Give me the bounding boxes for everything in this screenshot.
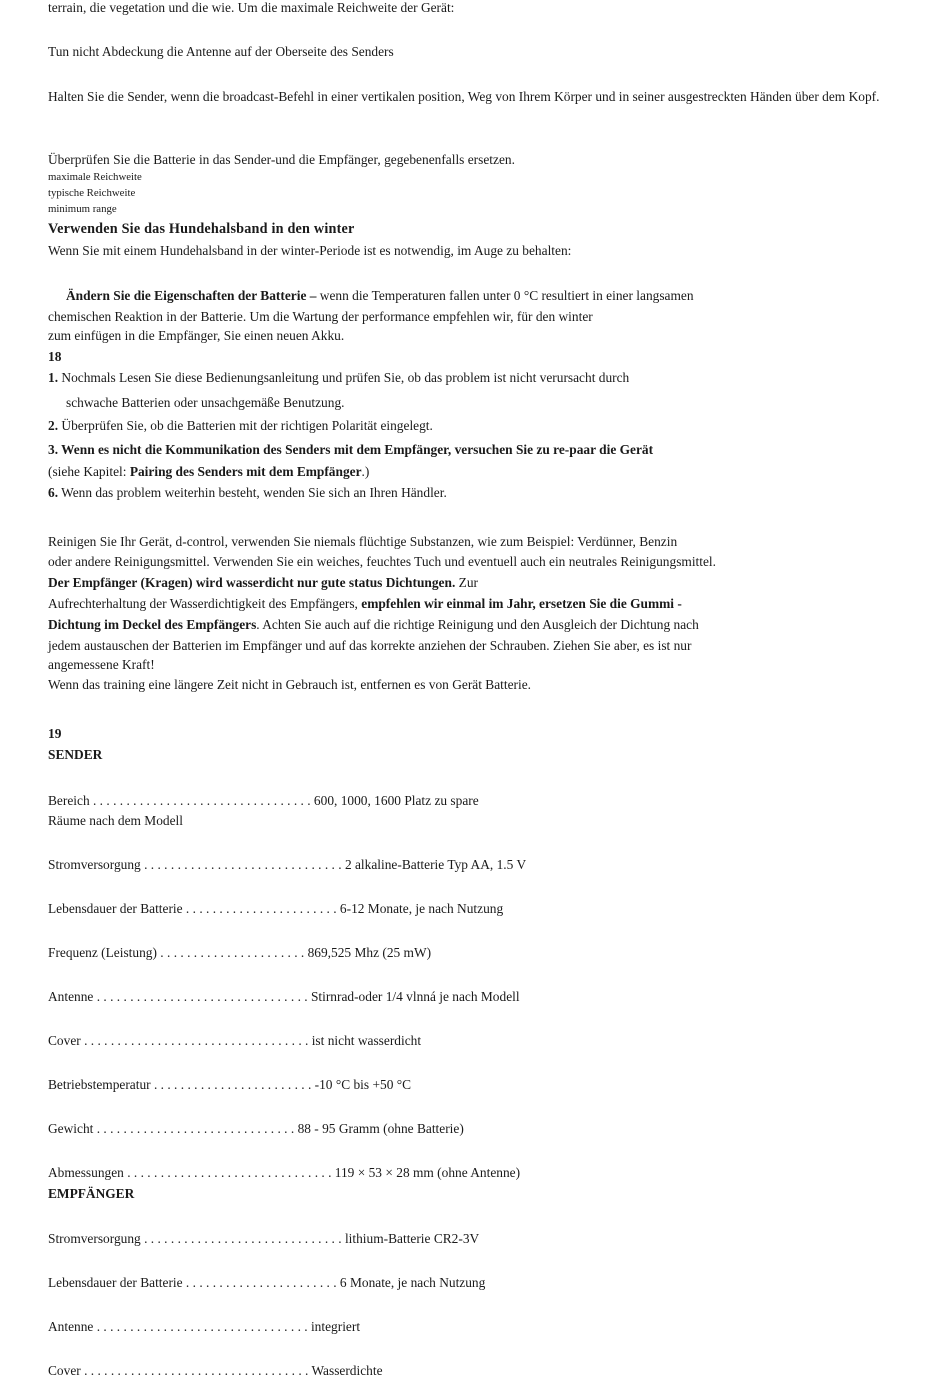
page-number-18: 18 xyxy=(48,349,62,364)
care-line-5 xyxy=(48,616,699,634)
winter-intro: Wenn Sie mit einem Hundehalsband in der winter-Periode ist es notwendig, im Auge zu behalten: xyxy=(48,243,572,258)
care-line-5-bold: Dichtung im Deckel des Empfängers xyxy=(48,617,257,632)
receiver-spec-battery-life: Lebensdauer der Batterie . . . . . . . . . . . . . . . . . . . . . . . 6 Monate, je nach Nutzung xyxy=(48,1275,486,1290)
item3-ref-pre: (siehe Kapitel: xyxy=(48,464,130,479)
troubleshoot-item-6 xyxy=(48,484,447,502)
sender-spec-cover: Cover . . . . . . . . . . . . . . . . . . . . . . . . . . . . . . . . . . ist nicht wasserdicht xyxy=(48,1033,422,1048)
item3-ref-post: .) xyxy=(361,464,370,479)
winter-line1-rest: wenn die Temperaturen fallen unter 0 °C resultiert in einer langsamen xyxy=(316,288,694,303)
care-line-2: oder andere Reinigungsmittel. Verwenden Sie ein weiches, feuchtes Tuch und eventuell auch ein neutrales Reinigungsmittel. xyxy=(48,554,716,569)
sender-spec-frequency: Frequenz (Leistung) . . . . . . . . . . . . . . . . . . . . . . 869,525 Mhz (25 mW) xyxy=(48,945,432,960)
item2-number: 2. xyxy=(48,418,59,433)
care-line-4 xyxy=(48,595,682,613)
sender-spec-battery-life: Lebensdauer der Batterie . . . . . . . . . . . . . . . . . . . . . . . 6-12 Monate, je nach Nutzung xyxy=(48,901,504,916)
sender-spec-antenna: Antenne . . . . . . . . . . . . . . . . . . . . . . . . . . . . . . . . Stirnrad-oder 1/4 vlnná je nach Modell xyxy=(48,989,520,1004)
care-line-8: Wenn das training eine längere Zeit nicht in Gebrauch ist, entfernen es von Gerät Batterie. xyxy=(48,677,532,692)
care-line-7: angemessene Kraft! xyxy=(48,657,155,672)
sender-spec-temperature: Betriebstemperatur . . . . . . . . . . . . . . . . . . . . . . . . -10 °C bis +50 °C xyxy=(48,1077,412,1092)
sender-spec-range: Bereich . . . . . . . . . . . . . . . . . . . . . . . . . . . . . . . . . 600, 1000, 1600 Platz zu spare xyxy=(48,793,479,808)
sender-heading: SENDER xyxy=(48,747,103,762)
sender-spec-weight: Gewicht . . . . . . . . . . . . . . . . . . . . . . . . . . . . . . 88 - 95 Gramm (ohne Batterie) xyxy=(48,1121,464,1136)
sender-spec-power: Stromversorgung . . . . . . . . . . . . . . . . . . . . . . . . . . . . . . 2 alkaline-Batterie Typ AA, 1.5 V xyxy=(48,857,527,872)
intro-antenna: Tun nicht Abdeckung die Antenne auf der Oberseite des Senders xyxy=(48,44,394,59)
care-line-6: jedem austauschen der Batterien im Empfänger und auf das korrekte anziehen der Schrauben. Ziehen Sie aber, es ist nur xyxy=(48,638,692,653)
winter-battery-line2: chemischen Reaktion in der Batterie. Um die Wartung der performance empfehlen wir, für den winter xyxy=(48,309,593,324)
winter-bold-lead: Ändern Sie die Eigenschaften der Batterie – xyxy=(66,288,317,303)
care-line-4-bold: empfehlen wir einmal im Jahr, ersetzen Sie die Gummi - xyxy=(361,596,682,611)
sender-spec-dimensions: Abmessungen . . . . . . . . . . . . . . . . . . . . . . . . . . . . . . . 119 × 53 × 28 mm (ohne Antenne) xyxy=(48,1165,521,1180)
item6-number: 6. xyxy=(48,485,59,500)
care-line-4-pre: Aufrechterhaltung der Wasserdichtigkeit des Empfängers, xyxy=(48,596,362,611)
item1-text: Nochmals Lesen Sie diese Bedienungsanleitung und prüfen Sie, ob das problem ist nicht verursacht durch xyxy=(58,370,630,385)
winter-battery-line3: zum einfügen in die Empfänger, Sie einen neuen Akku. xyxy=(48,328,345,343)
troubleshoot-item-3-ref xyxy=(48,463,369,481)
troubleshoot-item-1-cont: schwache Batterien oder unsachgemäße Benutzung. xyxy=(66,395,345,410)
item6-text: Wenn das problem weiterhin besteht, wenden Sie sich an Ihren Händler. xyxy=(58,485,447,500)
care-line-5-rest: . Achten Sie auch auf die richtige Reinigung und den Ausgleich der Dichtung nach xyxy=(256,617,699,632)
receiver-spec-antenna: Antenne . . . . . . . . . . . . . . . . . . . . . . . . . . . . . . . . integriert xyxy=(48,1319,361,1334)
range-label-typical: typische Reichweite xyxy=(48,187,136,199)
care-line-3-rest: Zur xyxy=(455,575,478,590)
item3-ref-bold: Pairing des Senders mit dem Empfänger xyxy=(129,464,362,479)
receiver-spec-cover: Cover . . . . . . . . . . . . . . . . . . . . . . . . . . . . . . . . . . Wasserdichte xyxy=(48,1363,383,1378)
winter-battery-line1 xyxy=(66,287,694,305)
sender-spec-range-cont: Räume nach dem Modell xyxy=(48,813,183,828)
receiver-heading: EMPFÄNGER xyxy=(48,1186,135,1201)
troubleshoot-item-3: 3. Wenn es nicht die Kommunikation des Senders mit dem Empfänger, versuchen Sie zu re-paar die Gerät xyxy=(48,442,654,457)
care-line-1: Reinigen Sie Ihr Gerät, d-control, verwenden Sie niemals flüchtige Substanzen, wie zum Beispiel: Verdünner, Benzin xyxy=(48,534,678,549)
item1-number: 1. xyxy=(48,370,59,385)
troubleshoot-item-2 xyxy=(48,417,433,435)
intro-hold: Halten Sie die Sender, wenn die broadcast-Befehl in einer vertikalen position, Weg von Ihrem Körper und in seiner ausgestreckten Händen über dem Kopf. xyxy=(48,89,880,104)
intro-line-top: terrain, die vegetation und die wie. Um die maximale Reichweite der Gerät: xyxy=(48,0,455,15)
page-number-19: 19 xyxy=(48,726,62,741)
receiver-spec-power: Stromversorgung . . . . . . . . . . . . . . . . . . . . . . . . . . . . . . lithium-Batterie CR2-3V xyxy=(48,1231,480,1246)
range-label-min: minimum range xyxy=(48,203,117,215)
care-line-3-bold: Der Empfänger (Kragen) wird wasserdicht nur gute status Dichtungen. xyxy=(48,575,456,590)
range-label-max: maximale Reichweite xyxy=(48,171,142,183)
item2-text: Überprüfen Sie, ob die Batterien mit der richtigen Polarität eingelegt. xyxy=(58,418,433,433)
intro-battery-check: Überprüfen Sie die Batterie in das Sender-und die Empfänger, gegebenenfalls ersetzen. xyxy=(48,152,515,167)
troubleshoot-item-1 xyxy=(48,369,629,387)
care-line-3 xyxy=(48,574,478,592)
winter-heading: Verwenden Sie das Hundehalsband in den winter xyxy=(48,221,355,237)
